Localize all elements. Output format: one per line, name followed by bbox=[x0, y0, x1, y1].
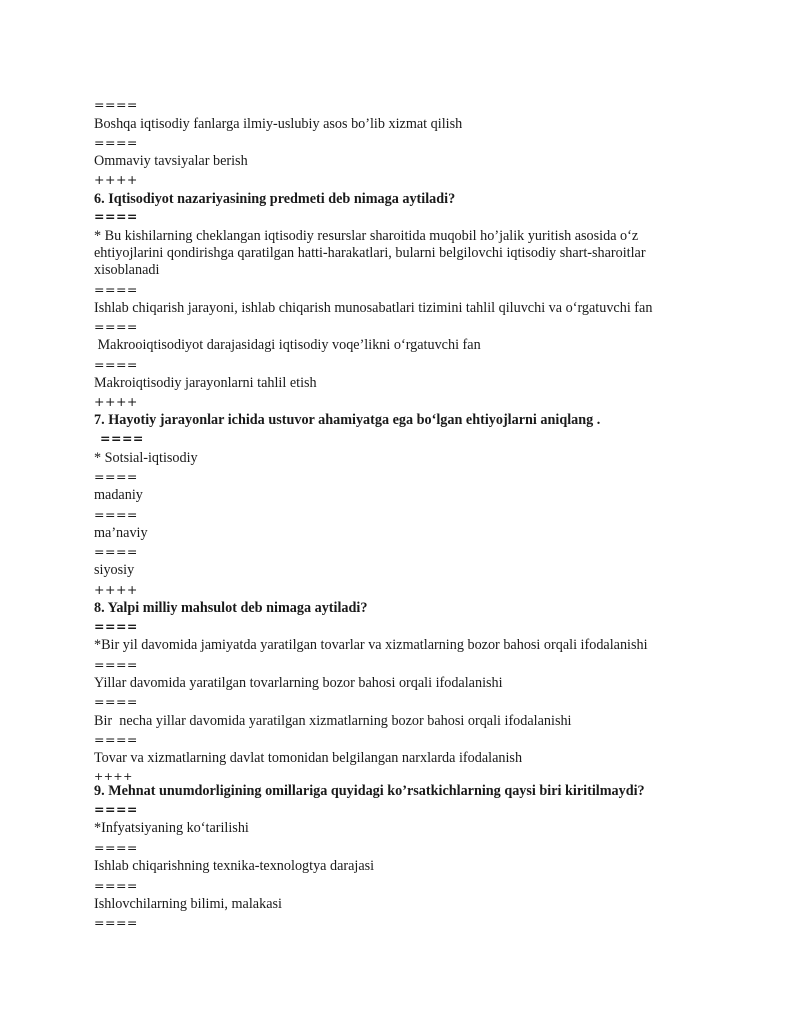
separator: ==== bbox=[94, 802, 138, 817]
question-9: 9. Mehnat unumdorligining omillariga quyidagi ko’rsatkichlarning qaysi biri kiritilmaydi? bbox=[94, 783, 645, 799]
separator: ==== bbox=[94, 840, 138, 855]
question-separator: ++++ bbox=[94, 582, 138, 597]
answer-option: madaniy bbox=[94, 487, 143, 503]
answer-option: Boshqa iqtisodiy fanlarga ilmiy-uslubiy asos bo’lib xizmat qilish bbox=[94, 116, 463, 132]
question-7: 7. Hayotiy jarayonlar ichida ustuvor ahamiyatga ega bo‘lgan ehtiyojlarni aniqlang . bbox=[94, 412, 601, 428]
answer-option: ma’naviy bbox=[94, 525, 148, 541]
separator: ==== bbox=[94, 282, 138, 297]
separator: ==== bbox=[100, 431, 144, 446]
answer-option: siyosiy bbox=[94, 562, 135, 578]
separator: ==== bbox=[94, 544, 138, 559]
separator: ==== bbox=[94, 694, 138, 709]
correct-answer: * Bu kishilarning cheklangan iqtisodiy resurslar sharoitida muqobil ho’jalik yuritish asosida o‘z ehtiyojlarini qondirishga qaratilgan hatti-harakatlari, bularni belgilovchi iqtisodiy shart-sharoitlar xisoblanadi bbox=[94, 228, 646, 278]
separator: ==== bbox=[94, 469, 138, 484]
question-6: 6. Iqtisodiyot nazariyasining predmeti deb nimaga aytiladi? bbox=[94, 191, 456, 207]
separator: ==== bbox=[94, 357, 138, 372]
separator: ==== bbox=[94, 732, 138, 747]
question-separator: ++++ bbox=[94, 770, 133, 783]
separator: ==== bbox=[94, 135, 138, 150]
answer-option: Makrooiqtisodiyot darajasidagi iqtisodiy voqe’likni o‘rgatuvchi fan bbox=[94, 337, 481, 353]
answer-option: Ishlab chiqarish jarayoni, ishlab chiqarish munosabatlari tizimini tahlil qiluvchi va o‘rgatuvchi fan bbox=[94, 300, 653, 316]
answer-option: Ommaviy tavsiyalar berish bbox=[94, 153, 248, 169]
separator: ==== bbox=[94, 209, 138, 224]
answer-option: Ishlovchilarning bilimi, malakasi bbox=[94, 896, 282, 912]
answer-option: Bir necha yillar davomida yaratilgan xizmatlarning bozor bahosi orqali ifodalanishi bbox=[94, 713, 572, 729]
correct-answer: *Bir yil davomida jamiyatda yaratilgan tovarlar va xizmatlarning bozor bahosi orqali ifodalanishi bbox=[94, 637, 648, 653]
separator: ==== bbox=[94, 97, 138, 112]
answer-option: Ishlab chiqarishning texnika-texnologtya darajasi bbox=[94, 858, 375, 874]
correct-answer: * Sotsial-iqtisodiy bbox=[94, 450, 198, 466]
separator: ==== bbox=[94, 878, 138, 893]
question-separator: ++++ bbox=[94, 172, 138, 187]
separator: ==== bbox=[94, 319, 138, 334]
answer-option: Makroiqtisodiy jarayonlarni tahlil etish bbox=[94, 375, 317, 391]
answer-option: Tovar va xizmatlarning davlat tomonidan belgilangan narxlarda ifodalanish bbox=[94, 750, 523, 766]
separator: ==== bbox=[94, 915, 138, 930]
question-separator: ++++ bbox=[94, 394, 138, 409]
separator: ==== bbox=[94, 657, 138, 672]
correct-answer: *Infyatsiyaning ko‘tarilishi bbox=[94, 820, 249, 836]
question-8: 8. Yalpi milliy mahsulot deb nimaga aytiladi? bbox=[94, 600, 368, 616]
separator: ==== bbox=[94, 619, 138, 634]
separator: ==== bbox=[94, 507, 138, 522]
answer-option: Yillar davomida yaratilgan tovarlarning bozor bahosi orqali ifodalanishi bbox=[94, 675, 503, 691]
